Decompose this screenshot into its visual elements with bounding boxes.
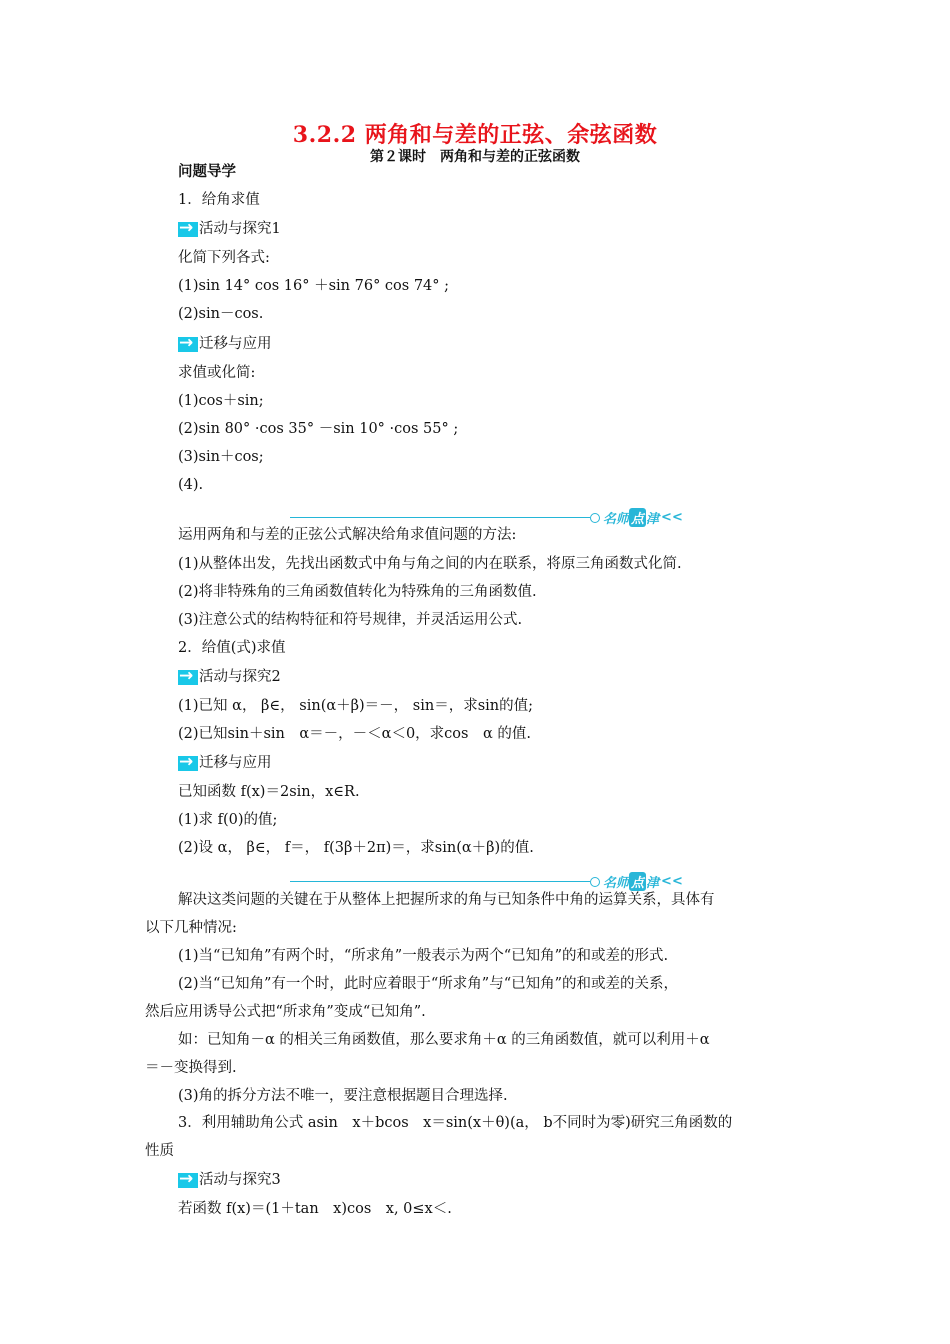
s1-trans-prompt: 求值或化简:	[178, 365, 256, 381]
s1-transfer-label: → 迁移与应用	[178, 334, 272, 354]
arrow-right-icon	[178, 756, 198, 771]
arrow-right-icon	[178, 1173, 198, 1188]
s1-trans-item: (2)sin 80° ·cos 35° －sin 10° ·cos 55° ;	[178, 421, 459, 437]
tip-divider	[290, 517, 590, 518]
tip-badge: 名师 点 津 <<	[590, 872, 683, 891]
s2-trans-prompt: 已知函数 f(x)＝2sin，x∈R.	[178, 784, 360, 800]
s1-activity-label: → 活动与探究1	[178, 219, 281, 239]
s1-tip-intro: 运用两角和与差的正弦公式解决给角求值问题的方法:	[178, 527, 517, 543]
s2-tip-line: ＝－变换得到.	[145, 1060, 237, 1076]
page-subtitle: 第２课时 两角和与差的正弦函数	[370, 149, 580, 165]
arrow-right-icon	[178, 337, 198, 352]
s1-act1-item: (2)sin－cos.	[178, 306, 264, 322]
s2-trans-item: (1)求 f(0)的值;	[178, 812, 278, 828]
s1-trans-item: (4).	[178, 477, 204, 493]
s3-activity-label: → 活动与探究3	[178, 1170, 281, 1190]
s2-tip-line: 解决这类问题的关键在于从整体上把握所求的角与已知条件中角的运算关系，具体有	[178, 892, 715, 908]
s3-act3-prompt: 若函数 f(x)＝(1＋tan x)cos x, 0≤x＜.	[178, 1201, 452, 1217]
s2-heading: 2．给值(式)求值	[178, 640, 286, 656]
s1-act1-prompt: 化简下列各式:	[178, 250, 270, 266]
s2-tip-line: (1)当“已知角”有两个时，“所求角”一般表示为两个“已知角”的和或差的形式.	[178, 948, 669, 964]
s2-tip-line: (2)当“已知角”有一个时，此时应着眼于“所求角”与“已知角”的和或差的关系，	[178, 976, 679, 992]
s1-trans-item: (1)cos＋sin;	[178, 393, 264, 409]
arrow-right-icon	[178, 222, 198, 237]
s1-tip-item: (1)从整体出发，先找出函数式中角与角之间的内在联系，将原三角函数式化简.	[178, 556, 682, 572]
s2-tip-line: (3)角的拆分方法不唯一，要注意根据题目合理选择.	[178, 1088, 508, 1104]
section-header: 问题导学	[178, 163, 236, 180]
s1-act1-item: (1)sin 14° cos 16° ＋sin 76° cos 74° ;	[178, 278, 450, 294]
circle-icon	[590, 513, 600, 523]
s2-transfer-label: → 迁移与应用	[178, 753, 272, 773]
s2-tip-line: 然后应用诱导公式把“所求角”变成“已知角”.	[145, 1004, 426, 1020]
s1-tip-item: (2)将非特殊角的三角函数值转化为特殊角的三角函数值.	[178, 584, 537, 600]
tip-badge: 名师 点 津 <<	[590, 508, 683, 527]
circle-icon	[590, 877, 600, 887]
arrow-right-icon	[178, 670, 198, 685]
s2-tip-line: 如：已知角－α 的相关三角函数值，那么要求角＋α 的三角函数值，就可以利用＋α	[178, 1032, 710, 1048]
s1-trans-item: (3)sin＋cos;	[178, 449, 264, 465]
tip-divider	[290, 881, 590, 882]
s2-act2-item: (2)已知sin＋sin α＝－，－＜α＜0，求cos α 的值.	[178, 726, 531, 742]
s3-heading-cont: 性质	[145, 1143, 174, 1159]
s3-heading: 3．利用辅助角公式 asin x＋bcos x＝sin(x＋θ)(a， b不同时为零)研究三角函数的	[178, 1115, 733, 1131]
s2-activity-label: → 活动与探究2	[178, 667, 281, 687]
s2-trans-item: (2)设 α， β∈， f＝， f(3β＋2π)＝，求sin(α＋β)的值.	[178, 840, 534, 856]
s1-heading: 1．给角求值	[178, 192, 260, 208]
s1-tip-item: (3)注意公式的结构特征和符号规律，并灵活运用公式.	[178, 612, 523, 628]
s2-act2-item: (1)已知 α， β∈， sin(α＋β)＝－， sin＝，求sin的值;	[178, 698, 534, 714]
page-title: 3.2.2 两角和与差的正弦、余弦函数	[292, 122, 658, 148]
s2-tip-line: 以下几种情况:	[145, 920, 237, 936]
